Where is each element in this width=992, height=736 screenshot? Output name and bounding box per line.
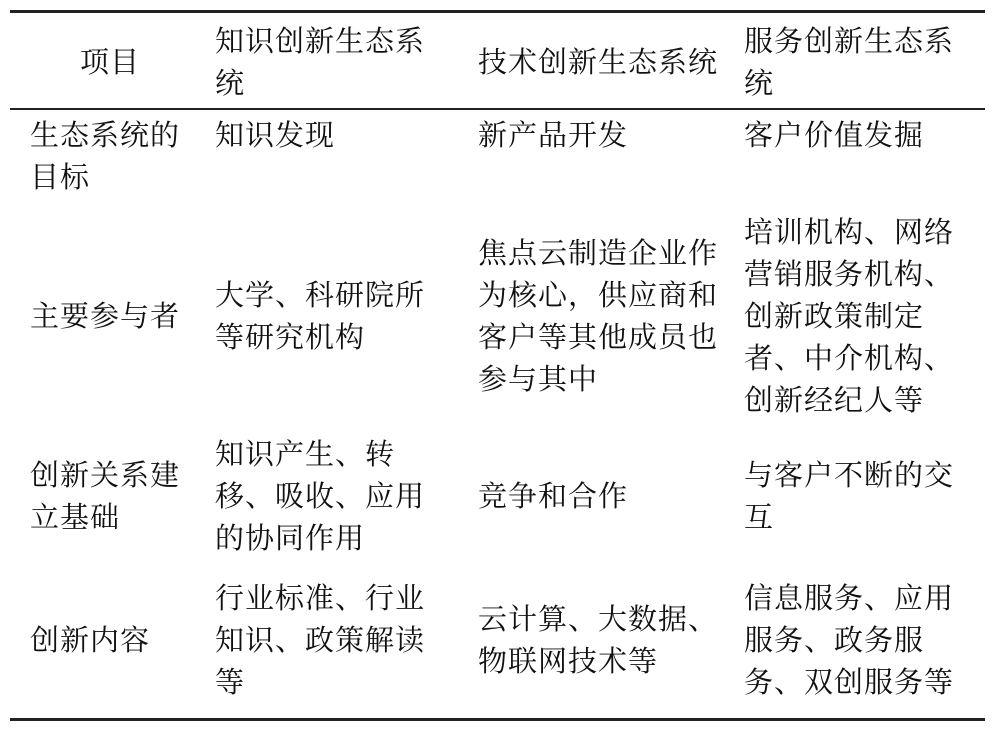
header-cell-knowledge: 知识创新生态系统 xyxy=(215,24,426,100)
row-relation-technology: 竞争和合作 xyxy=(478,479,629,513)
row-relation-knowledge: 知识产生、转移、吸收、应用的协同作用 xyxy=(215,437,426,555)
header-cell-technology: 技术创新生态系统 xyxy=(478,45,719,79)
row-goal-knowledge: 知识发现 xyxy=(215,118,336,152)
table-header-rule xyxy=(10,108,985,110)
row-participants-technology: 焦点云制造企业作为核心，供应商和客户等其他成员也参与其中 xyxy=(478,236,719,396)
row-content-label: 创新内容 xyxy=(30,623,151,657)
row-relation-service: 与客户不断的交互 xyxy=(744,458,955,534)
row-goal-technology: 新产品开发 xyxy=(478,118,629,152)
row-relation-label: 创新关系建立基础 xyxy=(30,458,181,534)
row-participants-label: 主要参与者 xyxy=(30,299,181,333)
header-cell-item: 项目 xyxy=(79,45,140,79)
table-top-rule xyxy=(10,10,985,13)
row-goal-label: 生态系统的目标 xyxy=(30,118,181,194)
row-content-service: 信息服务、应用服务、政务服务、双创服务等 xyxy=(744,581,955,699)
row-goal-service: 客户价值发掘 xyxy=(744,118,925,152)
header-cell-service: 服务创新生态系统 xyxy=(744,24,955,100)
row-content-knowledge: 行业标准、行业知识、政策解读等 xyxy=(215,581,426,699)
row-participants-service: 培训机构、网络营销服务机构、创新政策制定者、中介机构、创新经纪人等 xyxy=(744,215,955,417)
table-bottom-rule xyxy=(10,718,985,721)
row-participants-knowledge: 大学、科研院所等研究机构 xyxy=(215,278,426,354)
row-content-technology: 云计算、大数据、物联网技术等 xyxy=(478,602,719,678)
